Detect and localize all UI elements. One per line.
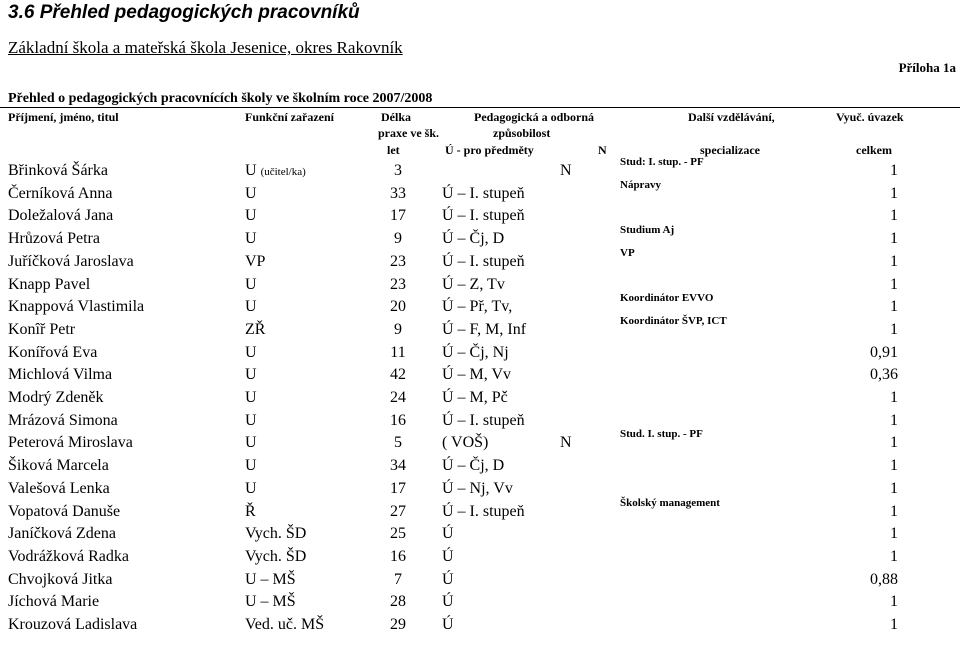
staff-further-education: Stud. I. stup. - PF bbox=[620, 428, 703, 441]
staff-n-mark: N bbox=[560, 434, 572, 452]
staff-workload: 1 bbox=[890, 184, 898, 202]
staff-workload: 1 bbox=[890, 547, 898, 565]
staff-workload: 1 bbox=[890, 252, 898, 270]
staff-practice-years: 23 bbox=[390, 252, 406, 270]
table-row bbox=[0, 478, 960, 500]
header-qualification-3: Ú - pro předměty bbox=[445, 143, 534, 157]
table-row bbox=[0, 224, 960, 250]
staff-qualification: Ú bbox=[442, 593, 454, 611]
staff-practice-years: 9 bbox=[394, 320, 402, 338]
staff-n-mark: N bbox=[560, 162, 572, 179]
staff-function: U (učitel/ka) bbox=[245, 162, 306, 179]
staff-workload: 1 bbox=[890, 207, 898, 225]
header-n: N bbox=[598, 143, 607, 157]
staff-name: Chvojková Jitka bbox=[8, 570, 113, 588]
staff-qualification: Ú – M, Vv bbox=[442, 366, 512, 384]
header-function: Funkční zařazení bbox=[245, 110, 334, 124]
staff-function: U bbox=[245, 479, 257, 497]
header-qualification-1: Pedagogická a odborná bbox=[474, 110, 595, 124]
staff-workload: 1 bbox=[890, 389, 898, 406]
staff-workload: 1 bbox=[890, 230, 898, 248]
staff-function: U bbox=[245, 184, 257, 202]
staff-workload: 1 bbox=[890, 502, 898, 520]
staff-qualification: Ú bbox=[442, 570, 454, 588]
staff-practice-years: 17 bbox=[390, 479, 406, 497]
staff-function: Ved. uč. MŠ bbox=[245, 616, 325, 633]
staff-name: Doležalová Jana bbox=[8, 207, 114, 225]
staff-qualification: Ú – M, Pč bbox=[442, 389, 508, 406]
staff-further-education: Koordinátor ŠVP, ICT bbox=[620, 314, 727, 327]
staff-further-education: Školský management bbox=[620, 496, 720, 509]
staff-workload: 1 bbox=[890, 525, 898, 543]
staff-practice-years: 3 bbox=[394, 162, 402, 179]
staff-name: Mrázová Simona bbox=[8, 411, 118, 429]
staff-workload: 1 bbox=[890, 616, 898, 633]
staff-name: Knapp Pavel bbox=[8, 275, 91, 293]
table-row bbox=[0, 156, 960, 182]
staff-further-education: Koordinátor EVVO bbox=[620, 292, 714, 305]
staff-function: Ř bbox=[245, 502, 256, 520]
staff-workload: 1 bbox=[890, 320, 898, 338]
table-row bbox=[0, 364, 960, 386]
table-row bbox=[0, 591, 960, 613]
school-name: Základní škola a mateřská škola Jesenice, okres Rakovník bbox=[8, 38, 403, 57]
table-row bbox=[0, 546, 960, 568]
header-name: Příjmení, jméno, titul bbox=[8, 110, 119, 124]
staff-qualification: Ú – Př, Tv, bbox=[442, 298, 513, 316]
staff-qualification: Ú – I. stupeň bbox=[442, 252, 525, 270]
staff-function: U bbox=[245, 389, 257, 406]
staff-function: VP bbox=[245, 252, 266, 270]
table-row bbox=[0, 569, 960, 591]
table-row bbox=[0, 205, 960, 227]
staff-practice-years: 16 bbox=[390, 547, 406, 565]
header-workload-2: celkem bbox=[856, 143, 892, 157]
staff-function: U bbox=[245, 343, 257, 361]
staff-name: Vodrážková Radka bbox=[8, 547, 129, 565]
staff-name: Hrůzová Petra bbox=[8, 230, 100, 248]
staff-workload: 1 bbox=[890, 434, 898, 452]
staff-function: U bbox=[245, 366, 257, 384]
table-row bbox=[0, 292, 960, 318]
staff-practice-years: 20 bbox=[390, 298, 406, 316]
staff-qualification: Ú – Nj, Vv bbox=[442, 479, 513, 497]
staff-function: U bbox=[245, 457, 257, 475]
staff-function: U bbox=[245, 298, 257, 316]
staff-qualification: Ú – Čj, D bbox=[442, 457, 505, 475]
staff-qualification: Ú – I. stupeň bbox=[442, 411, 525, 429]
staff-practice-years: 33 bbox=[390, 184, 406, 202]
staff-workload: 1 bbox=[890, 411, 898, 429]
staff-name: Krouzová Ladislava bbox=[8, 616, 138, 633]
staff-practice-years: 42 bbox=[390, 366, 406, 384]
staff-function: U – MŠ bbox=[245, 593, 296, 611]
header-length-2: praxe ve šk. bbox=[378, 126, 439, 140]
staff-workload: 1 bbox=[890, 479, 898, 497]
staff-further-education: Nápravy bbox=[620, 178, 661, 191]
staff-qualification: Ú – I. stupeň bbox=[442, 184, 525, 202]
staff-function: ZŘ bbox=[245, 320, 266, 338]
staff-qualification: Ú bbox=[442, 525, 454, 543]
staff-name: Peterová Miroslava bbox=[8, 434, 133, 452]
staff-function: U bbox=[245, 275, 257, 293]
staff-practice-years: 27 bbox=[390, 502, 406, 520]
staff-practice-years: 28 bbox=[390, 593, 406, 611]
table-row bbox=[0, 178, 960, 205]
staff-function: Vych. ŠD bbox=[245, 525, 307, 543]
table-row bbox=[0, 523, 960, 545]
header-workload-1: Vyuč. úvazek bbox=[836, 110, 904, 124]
staff-practice-years: 7 bbox=[394, 570, 402, 588]
table-row bbox=[0, 428, 960, 454]
staff-workload: 1 bbox=[890, 275, 898, 293]
table-caption: Přehled o pedagogických pracovnících školy ve školním roce 2007/2008 bbox=[8, 91, 433, 106]
staff-practice-years: 11 bbox=[390, 343, 406, 361]
staff-workload: 1 bbox=[890, 162, 898, 179]
staff-practice-years: 25 bbox=[390, 525, 406, 543]
table-row bbox=[0, 387, 960, 409]
staff-workload: 1 bbox=[890, 457, 898, 475]
staff-workload: 0,36 bbox=[870, 366, 898, 384]
staff-name: Jíchová Marie bbox=[8, 593, 100, 611]
staff-name: Juříčková Jaroslava bbox=[8, 252, 134, 270]
staff-function: U bbox=[245, 411, 257, 429]
staff-name: Valešová Lenka bbox=[8, 479, 110, 497]
staff-practice-years: 9 bbox=[394, 230, 402, 248]
staff-function: U bbox=[245, 207, 257, 225]
staff-further-education: Stud: I. stup. - PF bbox=[620, 156, 704, 168]
table-row bbox=[0, 314, 960, 341]
appendix-label: Příloha 1a bbox=[898, 60, 956, 75]
table-row bbox=[0, 410, 960, 432]
staff-name: Michlová Vilma bbox=[8, 366, 113, 384]
staff-qualification: Ú – I. stupeň bbox=[442, 502, 525, 520]
staff-name: Šiková Marcela bbox=[8, 457, 109, 475]
section-heading: 3.6 Přehled pedagogických pracovníků bbox=[8, 2, 360, 23]
staff-name: Modrý Zdeněk bbox=[8, 389, 104, 406]
table-row bbox=[0, 455, 960, 477]
header-further-education-2: specializace bbox=[700, 143, 760, 157]
header-length-1: Délka bbox=[381, 110, 411, 124]
staff-name: Konířová Eva bbox=[8, 343, 98, 361]
table-row bbox=[0, 496, 960, 523]
staff-function-note: (učitel/ka) bbox=[260, 166, 306, 178]
header-further-education-1: Další vzdělávání, bbox=[688, 110, 775, 124]
table-row bbox=[0, 274, 960, 296]
staff-qualification: Ú – Čj, Nj bbox=[442, 343, 509, 361]
staff-name: Janíčková Zdena bbox=[8, 525, 116, 543]
staff-qualification: Ú bbox=[442, 616, 454, 633]
table-row bbox=[0, 246, 960, 273]
staff-qualification: Ú – Čj, D bbox=[442, 230, 505, 248]
staff-function: Vych. ŠD bbox=[245, 547, 307, 565]
staff-name: Knappová Vlastimila bbox=[8, 298, 145, 316]
staff-function: U bbox=[245, 230, 257, 248]
header-qualification-2: způsobilost bbox=[493, 126, 551, 140]
table-row bbox=[0, 342, 960, 364]
staff-name: Konîř Petr bbox=[8, 320, 76, 338]
staff-name: Vopatová Danuše bbox=[8, 502, 121, 520]
staff-practice-years: 17 bbox=[390, 207, 406, 225]
staff-workload: 1 bbox=[890, 593, 898, 611]
staff-further-education: VP bbox=[620, 246, 635, 259]
staff-qualification: Ú – F, M, Inf bbox=[442, 320, 527, 338]
staff-function: U bbox=[245, 434, 257, 452]
staff-practice-years: 24 bbox=[390, 389, 406, 406]
staff-practice-years: 23 bbox=[390, 275, 406, 293]
staff-practice-years: 5 bbox=[394, 434, 402, 452]
staff-further-education: Studium Aj bbox=[620, 224, 675, 237]
staff-practice-years: 29 bbox=[390, 616, 406, 633]
staff-practice-years: 16 bbox=[390, 411, 406, 429]
staff-qualification: Ú bbox=[442, 547, 454, 565]
header-length-3: let bbox=[387, 143, 400, 157]
staff-workload: 0,91 bbox=[870, 343, 898, 361]
staff-practice-years: 34 bbox=[390, 457, 406, 475]
staff-name: Černíková Anna bbox=[8, 184, 113, 202]
staff-function: U – MŠ bbox=[245, 570, 296, 588]
table-row bbox=[0, 614, 960, 636]
staff-name: Břinková Šárka bbox=[8, 162, 108, 179]
staff-qualification: Ú – I. stupeň bbox=[442, 207, 525, 225]
staff-workload: 1 bbox=[890, 298, 898, 316]
staff-workload: 0,88 bbox=[870, 570, 898, 588]
header-top-rule bbox=[0, 107, 960, 108]
staff-qualification: Ú – Z, Tv bbox=[442, 275, 505, 293]
staff-qualification: ( VOŠ) bbox=[442, 434, 489, 452]
